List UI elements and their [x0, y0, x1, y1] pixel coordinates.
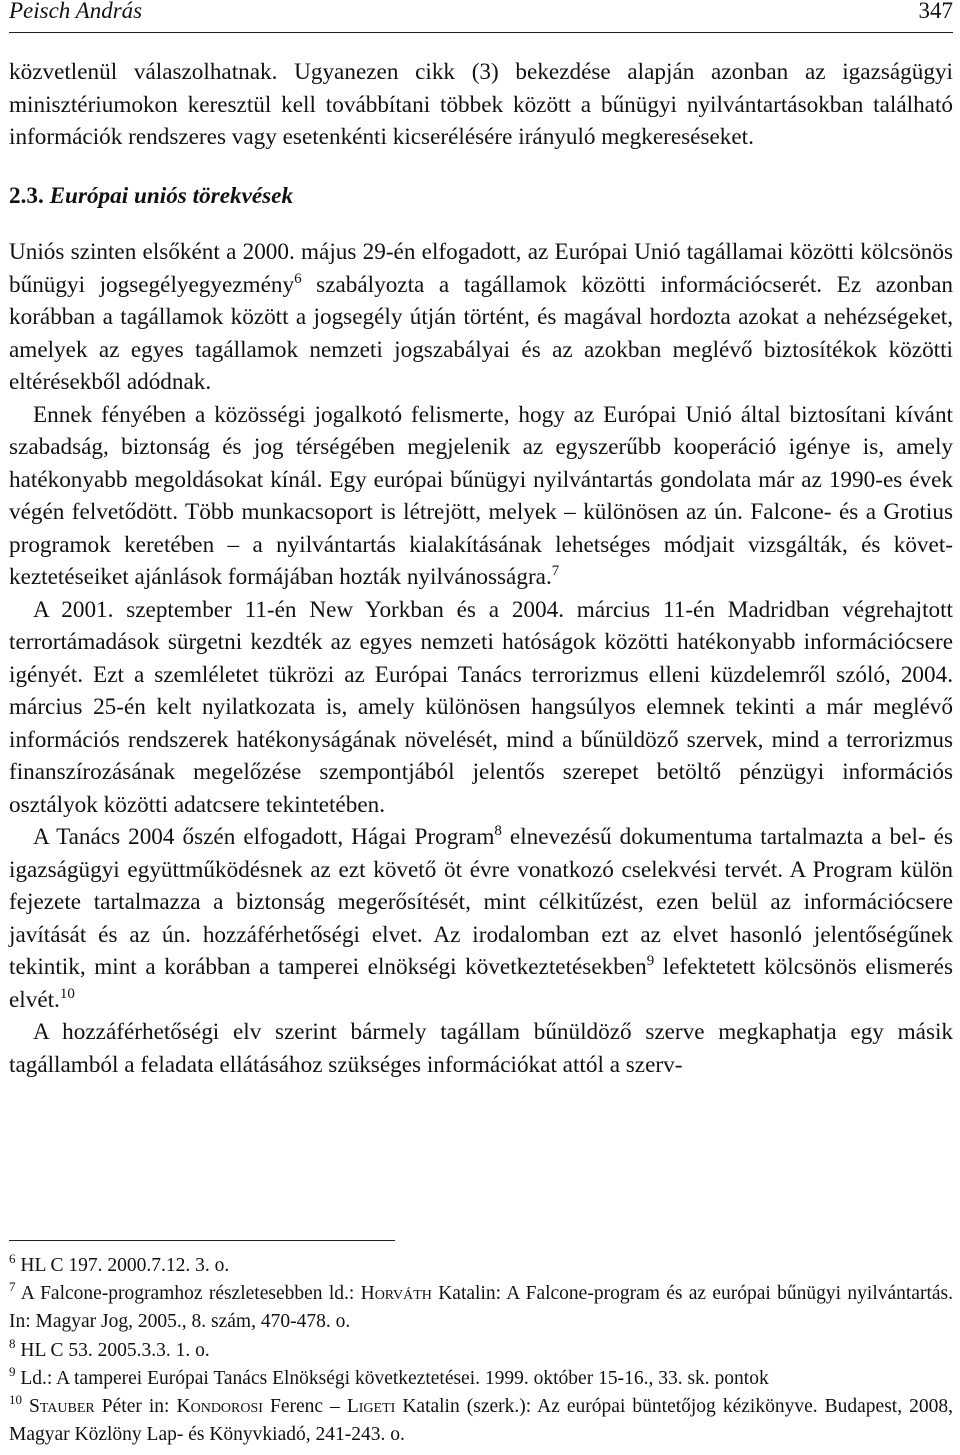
footnote-ref[interactable]: 9 — [646, 953, 655, 969]
section-heading — [9, 180, 953, 213]
footnote-ref[interactable]: 6 — [294, 270, 302, 287]
paragraph-text: Ennek fényében a közösségi jogalkotó felismerte, hogy az Európai Unió által biztosítani kívánt szabadság, biztonság és jog térségében megjelenik az egyszerűbb kooperáció igénye is, amely hatékonyabb megoldásokat kínál. Egy európai bűnügyi nyilvántartás gondolata már az 1990-es évek végén felvetődött. Több munkacsoport is létrejött, melyek – különösen az ún. Falcone- és a Grotius programok keretében – a nyilvántartás kialakításának lehetséges módjait vizsgálták, és következtetéseiket ajánlások formájában hozták nyilvánosságra. — [9, 401, 953, 590]
paragraph-text: elnevezésű dokumentuma tartalmazta a bel- és igazságügyi együttműködésnek az ezt követő öt évre vonatkozó cselekvési tervét. A Program külön fejezete tartalmazza a biztonság megerősítését, mint célkitűzést, ezen belül az információcsere javítását és az ún. hozzáférhetőségi elvet. Az irodalomban ezt az elvet hasonló jelentőségűnek tekintik, mint a korábban a tamperei elnökségi következtetésekben — [9, 824, 953, 980]
footnote — [9, 1337, 953, 1365]
footnote — [9, 1280, 953, 1336]
paragraph — [9, 236, 953, 399]
footnote — [9, 1365, 953, 1393]
footnote-number: 9 — [9, 1363, 16, 1379]
footnote — [9, 1393, 953, 1449]
paragraph-text: Uniós szinten elsőként a 2000. május 29-én elfogadott, az Európai Unió tagállamai közötti kölcsönös bűnügyi jogsegélyegyezmény — [9, 239, 953, 298]
footnote-text: HL C 53. 2005.3.3. 1. o. — [20, 1339, 210, 1361]
running-header — [9, 0, 953, 33]
paragraph — [9, 1016, 953, 1081]
footnote-text: Péter in: — [94, 1396, 177, 1418]
section-number: 2.3. — [9, 182, 44, 209]
footnote-text: Ferenc – — [262, 1396, 347, 1418]
paragraph-text: közvetlenül válaszolhatnak. Ugyanezen cikk (3) bekezdése alapján azonban az igazságügyi minisztériumokon keresztül kell továbbítani többek között a bűnügyi nyilvántartásokban található információk rendszeres vagy esetenkénti kicserélésére irányuló megkereséseket. — [9, 59, 953, 150]
footnote-author: Ligeti — [346, 1396, 396, 1418]
header-author: Peisch András — [9, 0, 143, 23]
footnote-author: Kondorosi — [176, 1396, 263, 1418]
footnote-number: 10 — [9, 1392, 22, 1408]
footnote-number: 6 — [9, 1251, 16, 1266]
footnote-separator — [9, 1240, 395, 1241]
footnote-number: 8 — [9, 1335, 16, 1351]
paragraph — [9, 594, 953, 822]
page-number: 347 — [918, 0, 953, 23]
footnote-text: HL C 197. 2000.7.12. 3. o. — [20, 1255, 230, 1276]
footnote-text: Katalin (szerk.): Az európai büntetőjog kézikönyve. Budapest, 2008, Magyar Közlöny Lap- és Könyvkiadó, 241-243. o. — [9, 1396, 953, 1446]
paragraph-text: A Tanács 2004 őszén elfogadott, Hágai Program — [33, 824, 495, 850]
footnote-number: 7 — [9, 1279, 16, 1295]
paragraph — [9, 399, 953, 594]
paragraph-text: szabályozta a tagállamok közötti információcserét. Ez azonban korábban a tagállamok között a jogsegély útján történt, és magával hordozta azokat a nehézségeket, amelyek az egyes tagállamok nemzeti jogszabályai és az azokban meglévő biztosítékok közötti eltérésekből adódnak. — [9, 271, 953, 395]
footnote-author: Stauber — [29, 1396, 95, 1418]
paragraph — [9, 56, 953, 154]
footnote-author: Horváth — [360, 1283, 432, 1305]
footnote — [9, 1252, 953, 1280]
footnote-text: Ld.: A tamperei Európai Tanács Elnökségi következtetései. 1999. október 15-16., 33. sk. pontok — [20, 1367, 769, 1389]
footnotes — [9, 1252, 953, 1449]
paragraph-text: A hozzáférhetőségi elv szerint bármely tagállam bűnüldöző szerve megkaphatja egy másik tagállamból a feladata ellátásához szükséges információkat attól a szerv- — [9, 1019, 953, 1078]
paragraph — [9, 821, 953, 1016]
paragraph-text: A 2001. szeptember 11-én New Yorkban és a 2004. március 11-én Madridban végrehajtott terrortámadások sürgetni kezdték az egyes nemzeti hatóságok közötti hatékonyabb információcsere igényét. Ezt a szemléletet tükrözi az Európai Tanács terrorizmus elleni küzdelemről szóló, 2004. március 25-én kelt nyilatkozata is, amely különösen hangsúlyos elemnek tekinti a már meglévő információs rendszerek hatékonyságának növelését, mind a bűnüldöző szervek, mind a terrorizmus finanszírozásának megelőzése szempontjából jelentős szerepet betöltő pénzügyi információs osztályok közötti adatcsere tekintetében. — [9, 596, 953, 818]
footnote-ref[interactable]: 8 — [494, 823, 502, 839]
page — [9, 0, 953, 1081]
paragraph-text: lefektetett kölcsönös elismerés elvét. — [9, 954, 953, 1013]
body-text — [9, 56, 953, 1081]
footnote-ref[interactable]: 7 — [551, 563, 560, 579]
section-title: Európai uniós törekvések — [49, 182, 294, 209]
footnote-text: A Falcone-programhoz részletesebben ld.: — [20, 1283, 361, 1305]
footnote-ref[interactable]: 10 — [59, 985, 75, 1002]
footnote-text: Katalin: A Falcone-program és az európai bűnügyi nyilvántartás. In: Magyar Jog, 2005., 8. szám, 470-478. o. — [9, 1283, 953, 1333]
